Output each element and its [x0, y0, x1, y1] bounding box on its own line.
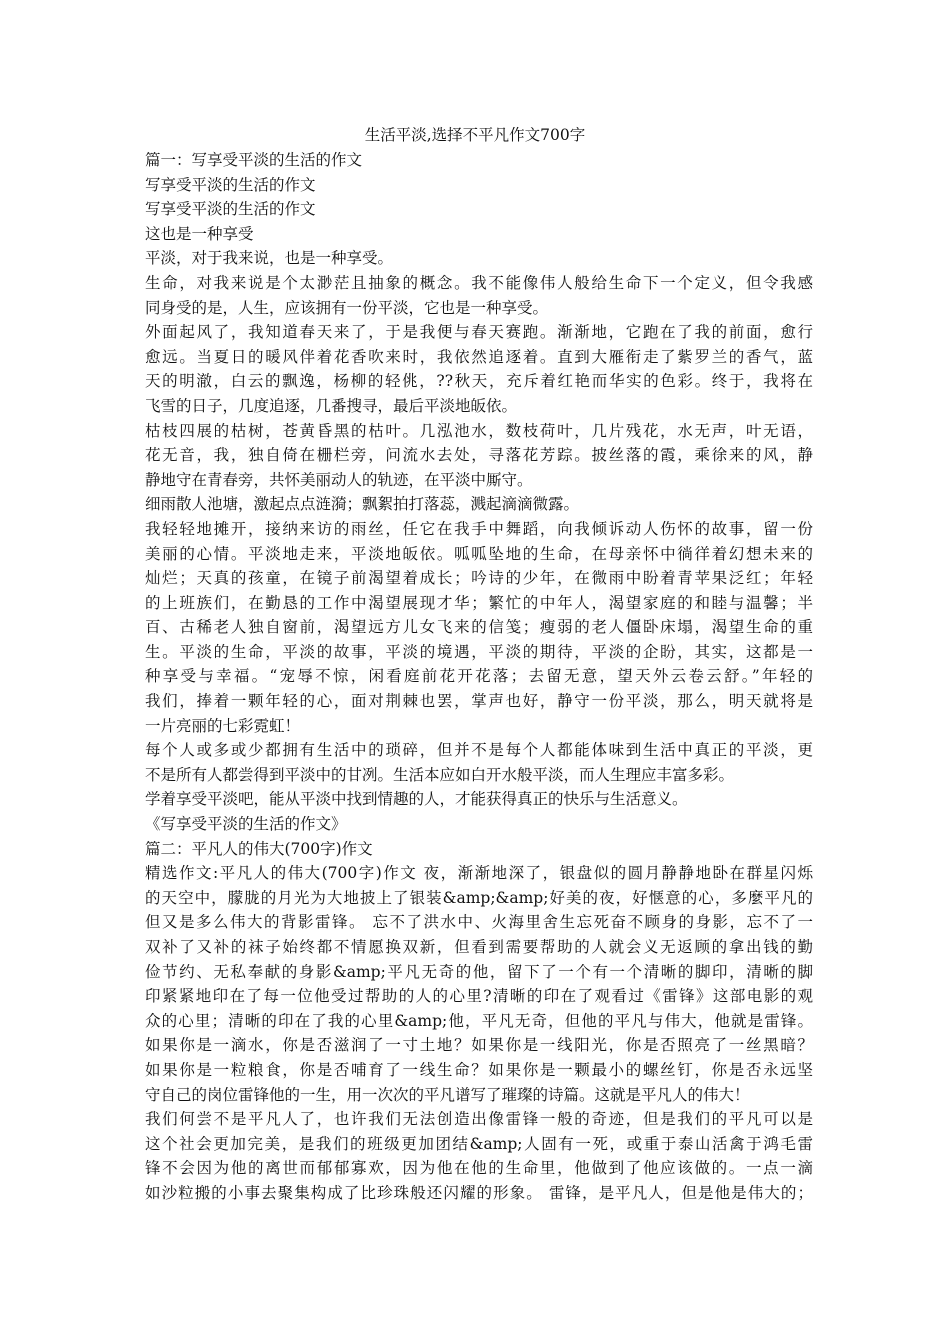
text-line: 静地守在青春旁，共怀美丽动人的轨迹，在平淡中厮守。	[145, 470, 533, 489]
text-line: 但又是多么伟大的背影雷锋。 忘不了洪水中、火海里舍生忘死奋不顾身的身影，忘不了一	[145, 913, 813, 932]
text-line: 同身受的是，人生，应该拥有一份平淡，它也是一种享受。	[145, 298, 549, 317]
text-line: 众的心里；清晰的印在了我的心里&amp;他，平凡无奇，但他的平凡与伟大，他就是雷锋。	[145, 1011, 813, 1030]
document-body	[145, 148, 813, 1206]
text-line: 印紧紧地印在了每一位他受过帮助的人的心里?清晰的印在了观看过《雷锋》这部电影的观	[145, 987, 813, 1006]
text-line: 种享受与幸福。“宠辱不惊，闲看庭前花开花落；去留无意，望天外云卷云舒。”年轻的	[145, 667, 813, 686]
text-line: 俭节约、无私奉献的身影&amp;平凡无奇的他，留下了一个有一个清晰的脚印，清晰的脚	[145, 962, 813, 981]
text-line: 的天空中，朦胧的月光为大地披上了银装&amp;&amp;好美的夜，好惬意的心，多麼平凡的	[145, 888, 813, 907]
text-line: 愈远。当夏日的暖风伴着花香吹来时，我依然追逐着。直到大雁衔走了紫罗兰的香气，蓝	[145, 347, 813, 366]
text-line: 篇一：写享受平淡的生活的作文	[145, 151, 363, 169]
text-line: 不是所有人都尝得到平淡中的甘冽。生活本应如白开水般平淡，而人生理应丰富多彩。	[145, 765, 735, 784]
text-line: 精选作文:平凡人的伟大(700字)作文 夜，渐渐地深了，银盘似的圆月静静地卧在群星闪烁	[145, 864, 813, 883]
text-line: 学着享受平淡吧，能从平淡中找到情趣的人，才能获得真正的快乐与生活意义。	[145, 790, 688, 809]
text-line: 守自己的岗位雷锋他的一生，用一次次的平凡谱写了璀璨的诗篇。这就是平凡人的伟大！	[145, 1085, 750, 1104]
text-line: 外面起风了，我知道春天来了，于是我便与春天赛跑。渐渐地，它跑在了我的前面，愈行	[145, 323, 813, 342]
text-line: 生命，对我来说是个太渺茫且抽象的概念。我不能像伟人般给生命下一个定义，但令我感	[145, 273, 813, 292]
text-line: 一片亮丽的七彩霓虹！	[145, 716, 301, 735]
text-line: 花无音，我，独自倚在栅栏旁，问流水去处，寻落花芳踪。披丝落的霞，乘徐来的风，静	[145, 446, 813, 465]
text-line: 写享受平淡的生活的作文	[145, 175, 316, 194]
text-line: 的上班族们，在勤恳的工作中渴望展现才华；繁忙的中年人，渴望家庭的和睦与温馨；半	[145, 593, 813, 612]
text-line: 如果你是一粒粮食，你是否哺育了一线生命？如果你是一颗最小的螺丝钉，你是否永远坚	[145, 1060, 813, 1079]
text-line: 飞雪的日子，几度追逐，几番搜寻，最后平淡地皈依。	[145, 396, 518, 415]
text-line: 我轻轻地摊开，接纳来访的雨丝，任它在我手中舞蹈，向我倾诉动人伤怀的故事，留一份	[145, 519, 813, 538]
text-line: 细雨散人池塘，激起点点涟漪；飘絮拍打落蕊，溅起滴滴微露。	[145, 495, 580, 514]
text-line: 每个人或多或少都拥有生活中的琐碎，但并不是每个人都能体味到生活中真正的平淡，更	[145, 741, 813, 760]
text-line: 生。平淡的生命，平淡的故事，平淡的境遇，平淡的期待，平淡的企盼，其实，这都是一	[145, 642, 813, 661]
text-line: 双补了又补的袜子始终都不情愿换双新，但看到需要帮助的人就会义无返顾的拿出钱的勤	[145, 938, 813, 956]
text-line: 平淡，对于我来说，也是一种享受。	[145, 249, 394, 268]
text-line: 灿烂；天真的孩童，在镜子前渴望着成长；吟诗的少年，在微雨中盼着青苹果泛红；年轻	[145, 569, 813, 588]
text-line: 我们，捧着一颗年轻的心，面对荆棘也罢，掌声也好，静守一份平淡，那么，明天就将是	[145, 692, 813, 711]
text-line: 美丽的心情。平淡地走来，平淡地皈依。呱呱坠地的生命，在母亲怀中徜徉着幻想未来的	[145, 544, 813, 563]
text-line: 如沙粒搬的小事去聚集构成了比珍珠般还闪耀的形象。 雷锋，是平凡人，但是他是伟大的；	[145, 1183, 813, 1202]
text-line: 锋不会因为他的离世而郁郁寡欢，因为他在他的生命里，他做到了他应该做的。一点一滴	[145, 1159, 813, 1178]
text-line: 我们何尝不是平凡人了，也许我们无法创造出像雷锋一般的奇迹，但是我们的平凡可以是	[145, 1110, 813, 1129]
text-line: 这也是一种享受	[145, 224, 254, 243]
text-line: 《写享受平淡的生活的作文》	[145, 815, 347, 834]
text-line: 枯枝四展的枯树，苍黄昏黑的枯叶。几泓池水，数枝荷叶，几片残花，水无声，叶无语，	[145, 421, 813, 440]
document-title: 生活平淡,选择不平凡作文700字	[364, 126, 586, 144]
text-line: 写享受平淡的生活的作文	[145, 200, 316, 219]
text-line: 如果你是一滴水，你是否滋润了一寸土地？如果你是一线阳光，你是否照亮了一丝黑暗？	[145, 1036, 813, 1055]
text-line: 天的明澈，白云的飘逸，杨柳的轻佻，??秋天，充斥着红艳而华实的色彩。终于，我将在	[145, 372, 813, 391]
text-line: 百、古稀老人独自窗前，渴望远方儿女飞来的信笺；瘦弱的老人僵卧床塌，渴望生命的重	[145, 618, 813, 637]
text-line: 篇二：平凡人的伟大(700字)作文	[145, 839, 373, 858]
text-line: 这个社会更加完美，是我们的班级更加团结&amp;人固有一死，或重于泰山活禽于鸿毛雷	[145, 1134, 813, 1153]
